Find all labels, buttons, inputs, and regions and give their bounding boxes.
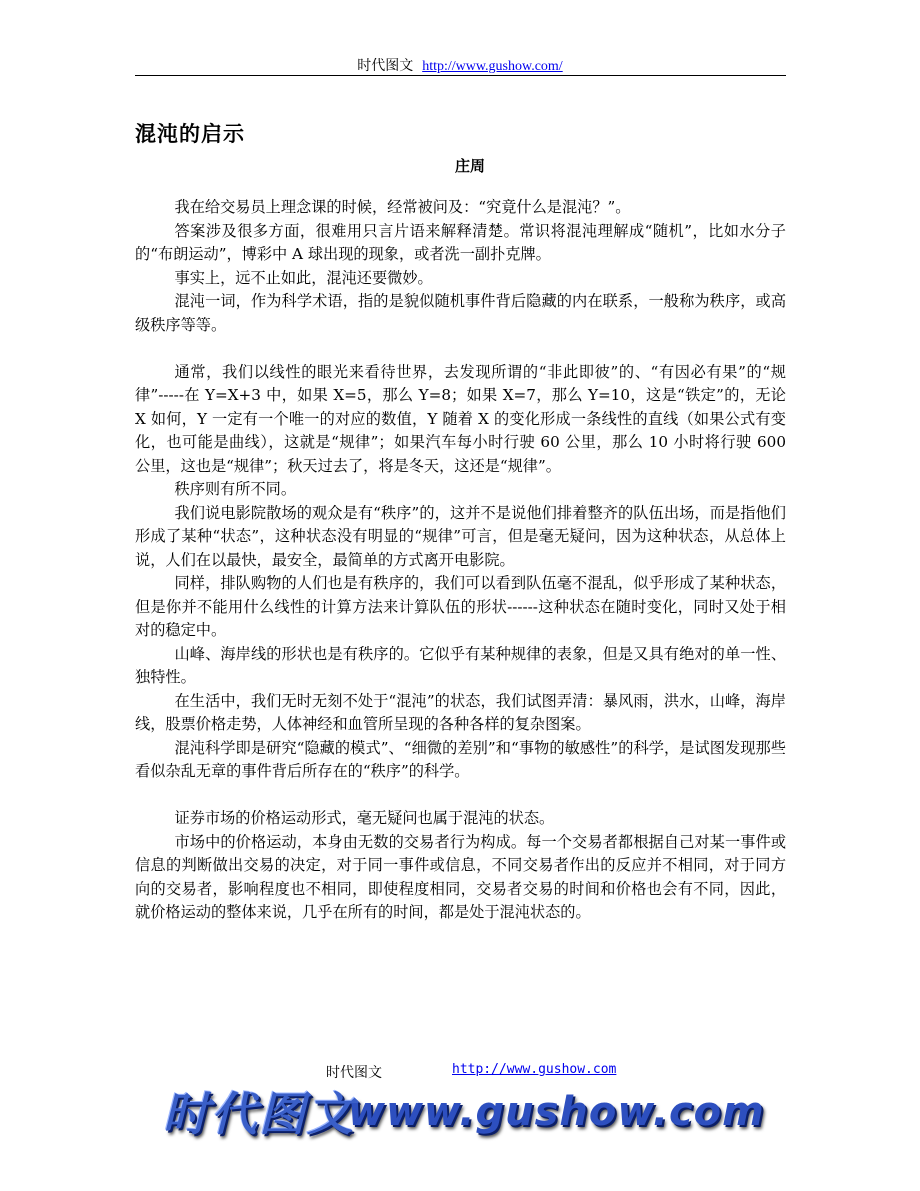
paragraph: 市场中的价格运动，本身由无数的交易者行为构成。每一个交易者都根据自己对某一事件或信息的判断做出交易的决定，对于同一事件或信息，不同交易者作出的反应并不相同，对于同方向的交易者，影响程度也不相同，即使程度相同，交易者交易的时间和价格也会有不同，因此，就价格运动的整体来说，几乎在所有的时间，都是处于混沌状态的。 <box>135 832 786 921</box>
footer-url-link[interactable]: http://www.gushow.com <box>452 1062 617 1077</box>
header-site-name: 时代图文 <box>357 58 414 74</box>
paragraph: 证券市场的价格运动形式，毫无疑问也属于混沌的状态。 <box>174 809 555 827</box>
paragraph: 同样，排队购物的人们也是有秩序的，我们可以看到队伍毫不混乱，似乎形成了某种状态，但是你并不能用什么线性的计算方法来计算队伍的形状------这种状态在随时变化，同时又处于相对的稳定中。 <box>135 574 786 639</box>
paragraph: 山峰、海岸线的形状也是有秩序的。它似乎有某种规律的表象，但是又具有绝对的单一性、独特性。 <box>135 644 786 686</box>
paragraph: 我在给交易员上理念课的时候，经常被问及：“究竟什么是混沌？”。 <box>174 198 631 216</box>
paragraph: 通常，我们以线性的眼光来看待世界，去发现所谓的“非此即彼”的、“有因必有果”的“规律”-----在 Y=X+3 中，如果 X=5，那么 Y=8；如果 X=7，那么 Y=10，这是“铁定”的，无论 X 如何，Y 一定有一个唯一的对应的数值，Y 随着 X 的变化形成一条线性的直线（如果公式有变化，也可能是曲线），这就是“规律”；如果汽车每小时行驶 60 公里，那么 10 小时将行驶 600 公里，这也是“规律”；秋天过去了，将是冬天，这还是“规律”。 <box>135 362 786 475</box>
paragraph: 混沌科学即是研究“隐藏的模式”、“细微的差别”和“事物的敏感性”的科学，是试图发现那些看似杂乱无章的事件背后所存在的“秩序”的科学。 <box>135 738 786 780</box>
paragraph: 混沌一词，作为科学术语，指的是貌似随机事件背后隐藏的内在联系，一般称为秩序，或高级秩序等等。 <box>135 292 786 334</box>
header-divider <box>135 75 786 76</box>
footer-site-name: 时代图文 <box>326 1065 382 1081</box>
logo-domain-text: www.gushow.com <box>348 1089 765 1135</box>
header-url-link[interactable]: http://www.gushow.com/ <box>422 59 563 74</box>
paragraph: 事实上，远不止如此，混沌还要微妙。 <box>174 268 433 287</box>
article-author: 庄周 <box>454 157 485 175</box>
paragraph: 答案涉及很多方面，很难用只言片语来解释清楚。常识将混沌理解成“随机”，比如水分子的“布朗运动”，博彩中 A 球出现的现象，或者洗一副扑克牌。 <box>135 221 786 263</box>
article-title: 混沌的启示 <box>135 122 245 146</box>
paragraph: 我们说电影院散场的观众是有“秩序”的，这并不是说他们排着整齐的队伍出场，而是指他们形成了某种“状态”，这种状态没有明显的“规律”可言，但是毫无疑问，因为这种状态，从总体上说，人们在以最快，最安全，最简单的方式离开电影院。 <box>135 503 786 569</box>
article-body <box>135 196 786 925</box>
site-logo-banner <box>163 1080 765 1146</box>
paragraph: 在生活中，我们无时无刻不处于“混沌”的状态，我们试图弄清：暴风雨，洪水，山峰，海岸线，股票价格走势，人体神经和血管所呈现的各种各样的复杂图案。 <box>135 691 786 733</box>
page-header <box>0 55 920 75</box>
logo-chinese-text: 时代图文 <box>163 1087 355 1141</box>
paragraph: 秩序则有所不同。 <box>174 480 297 498</box>
